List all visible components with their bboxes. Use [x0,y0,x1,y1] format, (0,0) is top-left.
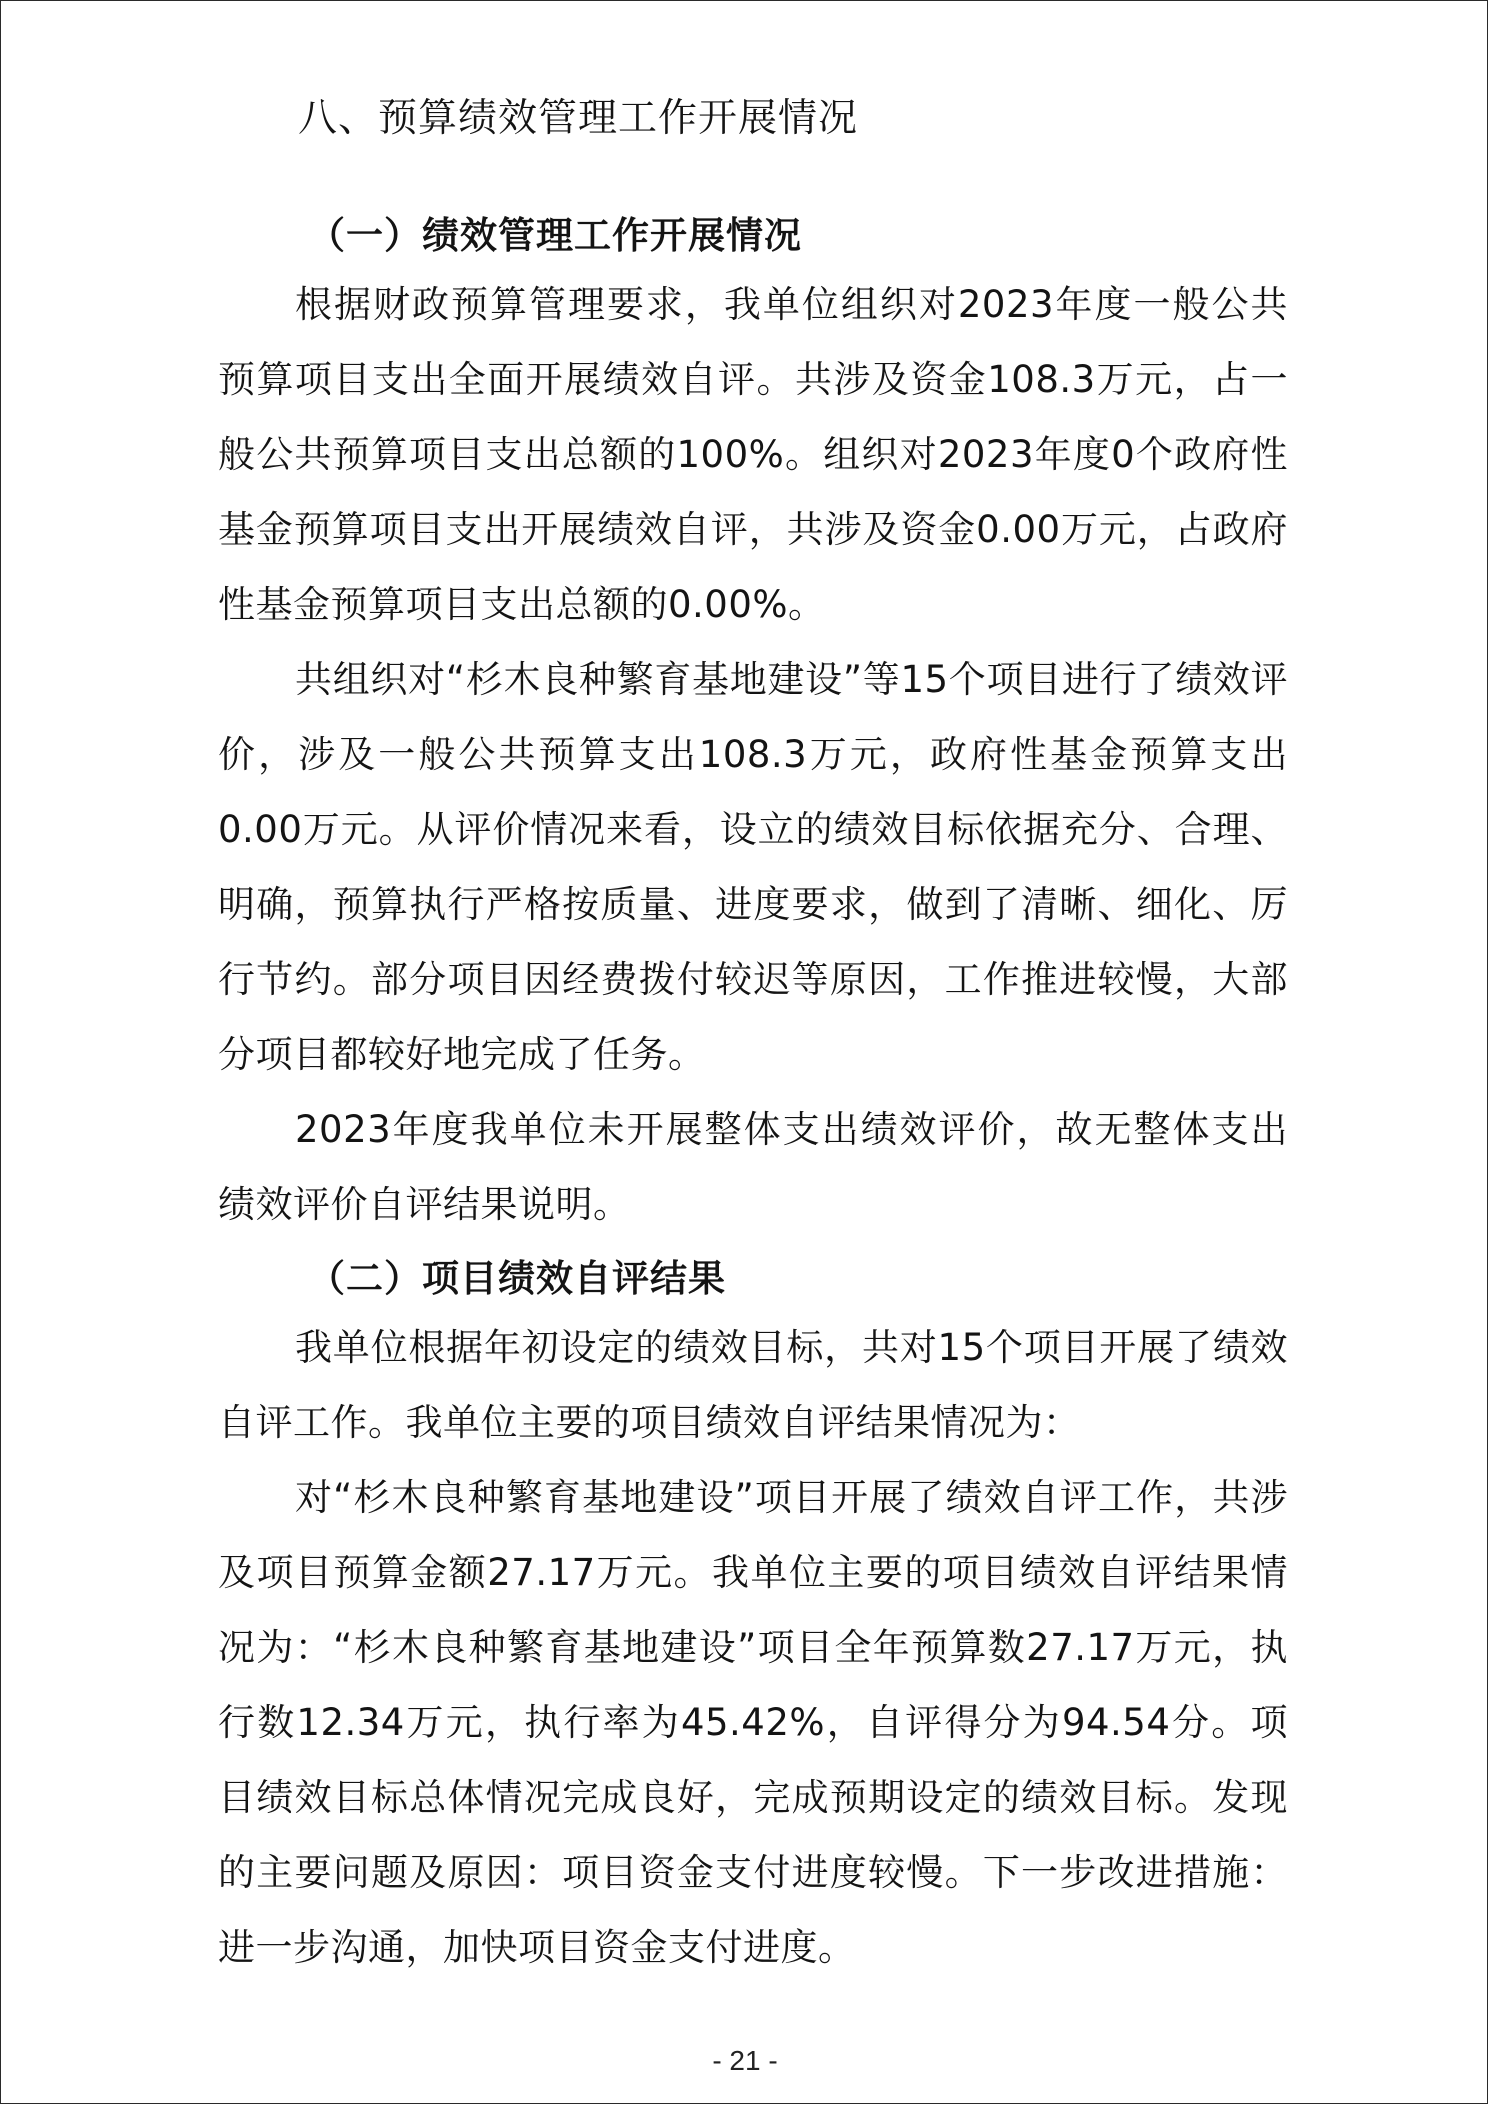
document-body [218,91,1288,1985]
paragraph: 我单位根据年初设定的绩效目标，共对15个项目开展了绩效自评工作。我单位主要的项目绩效自评结果情况为： [218,1326,1288,1444]
paragraph: 对“杉木良种繁育基地建设”项目开展了绩效自评工作，共涉及项目预算金额27.17万元。我单位主要的项目绩效自评结果情况为：“杉木良种繁育基地建设”项目全年预算数27.17万元，执行数12.34万元，执行率为45.42%，自评得分为94.54分。项目绩效目标总体情况完成良好，完成预期设定的绩效目标。发现的主要问题及原因：项目资金支付进度较慢。下一步改进措施：进一步沟通，加快项目资金支付进度。 [218,1476,1288,1969]
page-number: - 21 - [712,2045,778,2076]
section-title: 八、预算绩效管理工作开展情况 [298,96,859,141]
paragraph: 2023年度我单位未开展整体支出绩效评价，故无整体支出绩效评价自评结果说明。 [218,1108,1288,1226]
subsection-title-1: （一）绩效管理工作开展情况 [308,214,802,257]
paragraph: 共组织对“杉木良种繁育基地建设”等15个项目进行了绩效评价，涉及一般公共预算支出108.3万元，政府性基金预算支出0.00万元。从评价情况来看，设立的绩效目标依据充分、合理、明确，预算执行严格按质量、进度要求，做到了清晰、细化、厉行节约。部分项目因经费拨付较迟等原因，工作推进较慢，大部分项目都较好地完成了任务。 [218,658,1288,1076]
subsection-title-2: （二）项目绩效自评结果 [308,1257,726,1300]
paragraph: 根据财政预算管理要求，我单位组织对2023年度一般公共预算项目支出全面开展绩效自评。共涉及资金108.3万元，占一般公共预算项目支出总额的100%。组织对2023年度0个政府性基金预算项目支出开展绩效自评，共涉及资金0.00万元，占政府性基金预算项目支出总额的0.00%。 [218,283,1288,626]
